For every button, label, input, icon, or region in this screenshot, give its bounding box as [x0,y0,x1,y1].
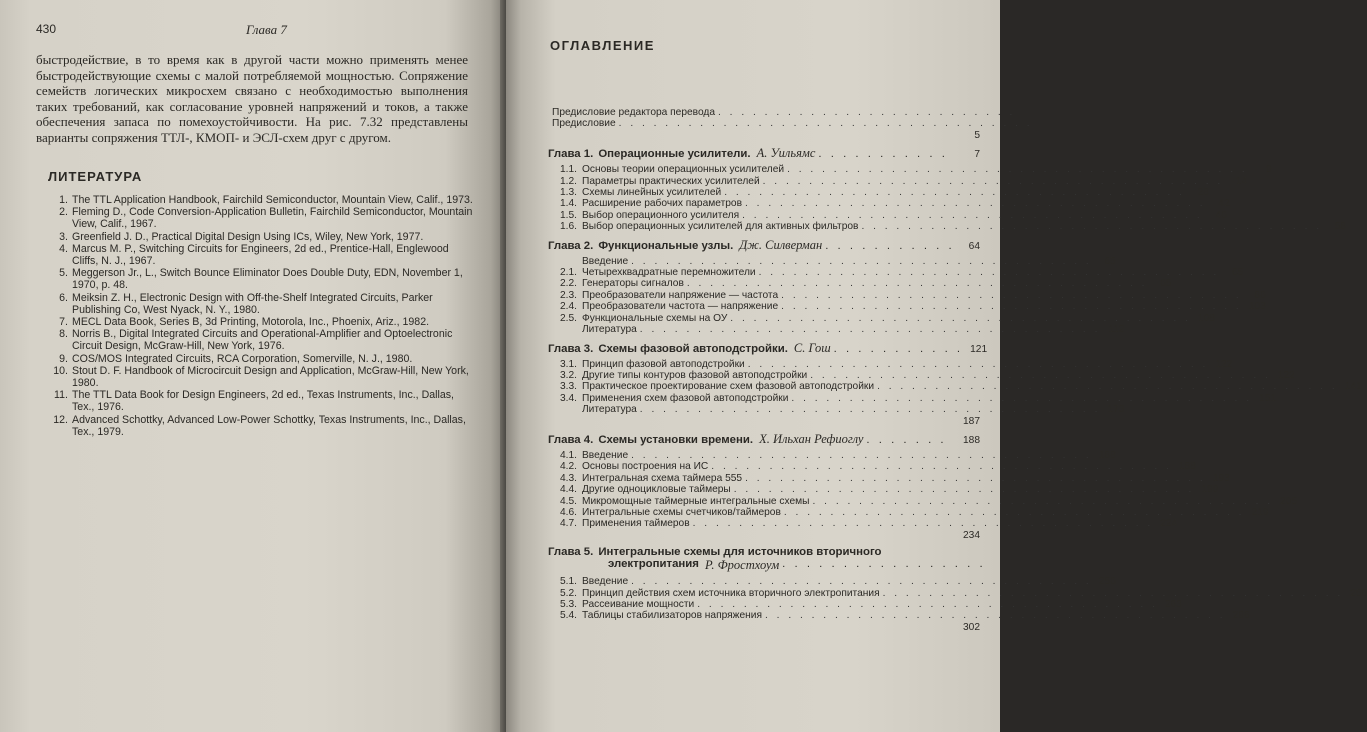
reference-number: 5. [59,267,68,280]
leader-dots: . . . . . . . . . . . . . . . . . . . . . . . . . . . . . . . . . . . . . . . . [882,587,1344,599]
toc-entry [544,506,1269,518]
leader-dots: . . . . . . . . . . . . . . . . . . . . . . . . . . . . . . . . . . . . . . . . [631,449,1092,461]
toc-entry-title: Таблицы стабилизаторов напряжения [582,610,762,622]
toc-entry-title: Предисловие [552,118,616,130]
toc-entry-number: 1.5. [560,209,577,221]
toc-entry-page: 256 [1098,576,1116,588]
chapter-page: 188 [963,434,980,446]
toc-entry [544,255,1116,267]
toc-entry-number: 5.4. [560,610,577,622]
reference-item [48,316,474,328]
toc-entry [544,392,1277,404]
toc-entry [544,461,1196,473]
toc-entry-title: Преобразователи частота — напряжение [582,301,779,313]
toc-entry-page: 122 [1277,369,1295,381]
leader-dots: . . . . . . . . . . . . . . . . . . . . . . . . . . . . . . . . . . . . . . . . [810,369,1271,381]
toc-entry-number: 3.3. [560,381,577,393]
toc-entry-number: 4.3. [560,472,577,484]
reference-item [48,194,474,206]
reference-number: 3. [59,230,68,243]
toc-entry-title: Введение [582,449,629,461]
toc-entry-number: 5.3. [560,599,577,610]
reference-text: Fleming D., Code Conversion-Application Bulletin, Fairchild Semiconductor, Mountain View, Calif., 1967. [72,206,473,231]
toc-entry-number: 5.2. [560,587,577,599]
toc-entry-number: 1.4. [560,198,577,210]
toc-entry-title: Принцип фазовой автоподстройки [582,358,745,370]
leader-dots: . . . . . . . . . . . . . . . . . . . . . . . . . . . . . . . . . . . . . . . . [812,495,1274,507]
chapter-label: Глава 3. [548,342,594,355]
toc-page-number: 234 [963,529,980,541]
toc-entry-page: 141 [1344,381,1362,393]
reference-text: Meiksin Z. H., Electronic Design with Off-the-Shelf Integrated Circuits, Parker Publishing Co, West Nyack, N. Y., 1980. [72,291,433,316]
toc-entry-number: 4.5. [560,495,577,507]
toc-entry-number: 1.2. [560,175,577,187]
leader-dots: . . . . . . . . . . . . . . . . . . . . . . . . . . . . . . . . . . . . . . . . [631,576,1092,588]
reference-item [48,243,474,267]
toc-entry-title: Основы построения на ИС [582,461,709,473]
toc-entry-title: Генераторы сигналов [582,278,684,290]
leader-dots: . . . . . . . . . . . . . . . . . . . . . . . . . . . . . . . . . . . . . . . . [724,187,1185,199]
toc-entry [544,449,1116,461]
toc-entry [544,324,1125,336]
left-page [0,0,506,732]
leader-dots: . . . . . . . . . . . . . . . . . . . . . . . . . . . . . . . . . . . . . . . . [877,381,1338,393]
reference-item [48,365,474,389]
chapter-title: Операционные усилители. [598,148,751,161]
toc-entry [544,164,1272,176]
toc-entry-title: Выбор операционного усилителя [582,209,740,221]
chapter-title: Схемы фазовой автоподстройки. [598,342,788,355]
toc-entry-title: Принцип действия схем источника вторичного электропитания [582,587,880,599]
chapter-title: Функциональные узлы. [598,239,734,252]
toc-entry-page: 108 [1197,312,1215,324]
toc-entry-title: Расширение рабочих параметров [582,198,743,210]
reference-text: The TTL Application Handbook, Fairchild Semiconductor, Mountain View, Calif., 1973. [72,194,473,206]
references-list [36,194,484,438]
reference-item [48,267,474,291]
toc-entry-page: 219 [1251,506,1269,518]
reference-text: Norris B., Digital Integrated Circuits and Operational-Amplifier and Optoelectronic Circuit Design, McGraw-Hill, New York, 1976. [72,328,453,353]
toc-page-number: 302 [963,621,980,633]
leader-dots: . . . . . . . . . . . . . . . . . . . . . . . . . . . . . . . . . . . . . . . . [762,175,1224,187]
toc-entry [544,187,1209,199]
chapter-author: Дж. Силверман [739,237,823,252]
toc-entry-title: Интегральная схема таймера 555 [582,472,743,484]
toc-entry-page: 112 [1108,324,1125,336]
leader-dots: . . . . . . . . . . . . . . . . . . . . . . . . . . . . . . . . . . . . . . . . [686,278,1148,290]
chapter-author: Х. Ильхан Рефиоглу [759,431,864,446]
chapter-page: 7 [974,149,980,161]
toc-chapter-3: Глава 3. Схемы фазовой автоподстройки. С. Гош . . . . . . . . . . . 121 [544,341,980,356]
toc-entry-number: 3.1. [560,358,577,370]
chapter-page: 64 [968,240,980,252]
reference-item [48,231,474,243]
leader-dots: . . . . . . . . . . . . . . . . . . . . . . . . . . . . . . . . . . . . . . . . [711,461,1172,473]
toc-entry [544,289,1266,301]
leader-dots: . . . . . . . . . . . . . . . . . . . . . . . . . . . . . . . . . . . . . . . . [697,599,1158,610]
toc-entry: Предисловие . . . . . . . . . . . . . . . . . . . . . . . . . . . . . . . . . . . . [552,118,1033,130]
toc-entry-page: 224 [1160,518,1178,530]
toc-chapter-1: Глава 1. Операционные усилители. А. Уильямс . . . . . . . . . . . 7 [544,146,980,161]
reference-item [48,389,474,413]
toc-entry [544,472,1230,484]
toc-entry-number: 4.7. [560,518,577,530]
toc-entry-title: Практическое проектирование схем фазовой автоподстройки [582,381,875,393]
toc-entry-page: 65 [1104,255,1116,267]
toc-entry-number: 1.1. [560,164,577,176]
toc-entry-page: 103 [1248,301,1266,313]
toc-entry-number: 3.2. [560,369,577,381]
toc-entry-page: 188 [1178,461,1196,473]
leader-dots: . . . . . . . . . . . . . . . . . . . . . . . . . . . . . . . . . . . . . . . . [747,358,1209,370]
toc-entry-page: 256 [1350,587,1367,599]
toc-entry-title: Основы теории операционных усилителей [582,164,785,176]
reference-number: 2. [59,206,68,219]
toc-entry [544,369,1295,381]
toc-entry [544,267,1244,279]
reference-text: Marcus M. P., Switching Circuits for Engineers, 2d ed., Prentice-Hall, Englewood Cliffs, N. J., 1967. [72,242,449,268]
leader-dots: . . . . . . . . . . . . . . . . . . . . . . . . . . . . . . . . . . . . . . . . [692,518,1154,530]
toc-entry-page: 65 [1231,267,1244,279]
toc-entry-page: 46 [1215,209,1227,221]
toc-entry-page: 122 [1215,358,1233,370]
toc-entry-page: 199 [1201,484,1219,496]
leader-dots: . . . . . . . . . . . . . . . . . . . . . . . . . . . . . . . . . . . . . . . . [787,164,1248,176]
toc-entry [544,301,1266,313]
toc-entry-number: 2.4. [560,301,577,313]
toc-page-number: 5 [974,129,980,141]
table-of-contents [544,107,1367,633]
toc-entry [544,221,1347,233]
references-heading: ЛИТЕРАТУРА [48,169,143,184]
toc-chapter-4: Глава 4. Схемы установки времени. Х. Ильхан Рефиоглу . . . . . . . 188 [544,432,980,447]
chapter-title-continued: электропитания [608,558,699,571]
leader-dots: . . . . . . . . . . . . . . . . . . . . . . . . . . . . . . . . . . . . . . . . [745,198,1206,210]
toc-entry-number: 4.2. [560,461,577,473]
toc-entry [544,495,1298,507]
toc-entry [544,198,1230,210]
toc-entry-page: 296 [1232,610,1250,622]
toc-entry-page: 86 [1254,289,1266,301]
chapter-author: Р. Фростхоум [704,558,780,573]
body-paragraph: быстродействие, в то время как в другой части можно применять менее быстродействующие схемы с малой потребляемой мощностью. Сопряжение семейств логических микросхем связано с необходимостью выполнения таких требований, как согласование уровней напряжений и токов, а также обеспечения запаса по помехоустойчивости. На рис. 7.32 представлены варианты сопряжения ТТЛ-, КМОП- и ЭСЛ-схем друг с другом. [36,52,468,145]
reference-text: COS/MOS Integrated Circuits, RCA Corporation, Somerville, N. J., 1980. [72,352,413,365]
toc-entry [544,175,1248,187]
chapter-label: Глава 5. [548,546,594,559]
toc-entry-title: Выбор операционных усилителей для активных фильтров [582,221,859,233]
toc-entry-title: Введение [582,576,629,588]
toc-chapter-5: Глава 5. Интегральные схемы для источников вторичного электропитания Р. Фростхоум . . . . . . . . . . . . . . . . . [544,546,980,573]
toc-entry-title: Предисловие редактора перевода [552,107,716,118]
page-number: 430 [36,22,57,36]
toc-entry-page: 188 [1098,449,1116,461]
toc-entry-title: Литература [582,404,637,416]
toc-entry [544,358,1233,370]
toc-entry-page: 42 [1218,198,1230,210]
reference-item [48,414,474,438]
chapter-label: Глава 1. [548,148,594,161]
right-page [506,0,1367,732]
toc-entry [544,484,1219,496]
chapter-title: Интегральные схемы для источников вторичного [598,546,882,559]
leader-dots: . . . . . . . . . . . . . . . . . . . . . . . . . . . . . . . . . . . . . . . . [631,255,1092,267]
toc-entry-title: Интегральные схемы счетчиков/таймеров [582,506,781,518]
toc-entry [544,576,1116,588]
toc-entry-page: 14 [1235,175,1248,187]
reference-number: 1. [59,194,68,206]
chapter-label: Глава 4. [548,433,594,446]
toc-entry-title: Введение [582,255,629,267]
toc-entry-number: 1.3. [560,187,577,199]
chapter-running-title: Глава 7 [246,22,287,37]
leader-dots: . . . . . . . . . . . . . . . . . . . . . . . . . . . . . . . . . . . . . . . . [781,289,1242,301]
toc-entry [544,610,1250,622]
toc-entry-title: Микромощные таймерные интегральные схемы [582,495,810,507]
reference-text: Stout D. F. Handbook of Microcircuit Design and Application, McGraw-Hill, New York, 1980. [72,364,469,390]
leader-dots: . . . . . . . . . . . . . . . . . . . . . . . . . . . . . . . . . . . . . . . . [745,472,1206,484]
chapter-author: С. Гош [793,340,831,355]
toc-entry-number: 4.6. [560,506,577,518]
toc-entry-page: 205 [1280,495,1298,507]
toc-entry [544,587,1367,599]
leader-dots: . . . . . . . . . . . . . . . . . . . . . . . . . . . . . . . . . . . . . . . . [639,404,1101,416]
toc-entry-title: Литература [582,324,637,336]
chapter-page: 121 [970,343,988,355]
chapter-title: Схемы установки времени. [598,433,754,446]
toc-page-number: 187 [963,415,980,427]
toc-entry-number: 2.1. [560,267,577,279]
toc-entry: Предисловие редактора перевода . . . . . . . . . . . . . . . . . . . . . . . . . . [552,107,1016,118]
chapter-label: Глава 2. [548,239,594,252]
toc-chapter-2: Глава 2. Функциональные узлы. Дж. Силверман . . . . . . . . . . . 64 [544,238,980,253]
reference-text: Greenfield J. D., Practical Digital Design Using ICs, Wiley, New York, 1977. [72,230,424,243]
toc-entry [544,404,1125,416]
toc-entry-title: Применения схем фазовой автоподстройки [582,392,789,404]
leader-dots: . . . . . . . . . . . . . . . . . . . . . . . . . . . . . . . . . . . . . . . . [730,312,1191,324]
leader-dots: . . . . . . . . . . . . . . . . . . . . . . . . . . . . . . . . . . . . . . . . [861,221,1323,233]
reference-text: Advanced Schottky, Advanced Low-Power Schottky, Texas Instruments, Inc., Dallas, Tex., 1979. [72,413,466,438]
reference-number: 6. [59,291,68,304]
toc-entry-title: Четырехквадратные перемножители [582,267,756,279]
toc-entry-title: Преобразователи напряжение — частота [582,289,779,301]
leader-dots: . . . . . . . . . . . . . . . . . . . . . . . . . . . . . . . . . . . . . . . . [742,209,1203,221]
leader-dots: . . . . . . . . . . . . . . . . . . . . . . . . . . . . . . . . . . . . . . . . [791,392,1253,404]
toc-entry-page: 263 [1164,599,1182,610]
toc-entry-number: 2.2. [560,278,577,290]
reference-number: 7. [59,316,68,329]
reference-text: Meggerson Jr., L., Switch Bounce Eliminator Does Double Duty, EDN, November 1, 1970, p. 48. [72,267,463,292]
reference-item [48,206,474,230]
leader-dots: . . . . . . . . . . . . . . . . . . . . . . . . . . . . . . . . . . . . . . . . [733,484,1195,496]
reference-text: MECL Data Book, Series B, 3d Printing, Motorola, Inc., Phoenix, Ariz., 1982. [72,316,430,329]
reference-item [48,353,474,365]
toc-entry-page: 173 [1107,404,1125,416]
toc-entry [544,381,1362,393]
toc-entry-title: Функциональные схемы на ОУ [582,312,728,324]
toc-entry-title: Другие одноцикловые таймеры [582,484,731,496]
toc-entry [544,278,1172,290]
toc-entry-title: Параметры практических усилителей [582,175,760,187]
toc-entry [544,518,1178,530]
reference-number: 11. [54,389,68,402]
toc-entry-title: Схемы линейных усилителей [582,187,722,199]
reference-number: 10. [53,364,68,377]
toc-entry-page: 151 [1259,392,1277,404]
toc-entry [544,312,1215,324]
reference-number: 8. [59,328,68,341]
reference-number: 12. [53,413,68,426]
chapter-author: А. Уильямс [756,146,816,161]
toc-entry-number: 4.4. [560,484,577,496]
reference-number: 9. [59,352,68,365]
toc-entry-number: 3.4. [560,392,577,404]
toc-entry-page: 9 [1266,164,1272,176]
reference-number: 4. [59,242,68,255]
reference-text: The TTL Data Book for Design Engineers, 2d ed., Texas Instruments, Inc., Dallas, Tex., 1976. [72,389,454,414]
toc-entry-number: 1.6. [560,221,577,233]
toc-entry-number: 5.1. [560,576,577,588]
toc-entry-page: 193 [1212,472,1230,484]
leader-dots: . . . . . . . . . . . . . . . . . . . . . . . . . . . . . . . . . . . . . . . . [765,610,1226,622]
reference-item [48,328,474,352]
toc-entry [544,599,1182,610]
toc-entry-page: 28 [1197,187,1209,199]
toc-entry-number: 4.1. [560,449,577,461]
reference-item [48,292,474,316]
leader-dots: . . . . . . . . . . . . . . . . . . . . . . . . . . . . . . . . . . . . . . . . [783,506,1245,518]
toc-entry-number: 2.3. [560,289,577,301]
running-head [36,22,484,38]
toc-entry-title: Другие типы контуров фазовой автоподстройки [582,369,808,381]
toc-entry-title: Рассеивание мощности [582,599,695,610]
toc-entry-title: Применения таймеров [582,518,690,530]
leader-dots: . . . . . . . . . . . . . . . . . . . . . . . . . . . . . . . . . . . . . . . . [639,324,1101,336]
toc-entry-page: 65 [1160,278,1172,290]
toc-title: ОГЛАВЛЕНИЕ [550,38,655,53]
toc-entry-page: 58 [1334,221,1347,233]
leader-dots: . . . . . . . . . . . . . . . . . . . . . . . . . . . . . . . . . . . . . . . . [781,301,1242,313]
leader-dots: . . . . . . . . . . . . . . . . . . . . . . . . . . . . . . . . . . . . . . . . [758,267,1220,279]
toc-entry-number: 2.5. [560,312,577,324]
toc-entry [544,209,1227,221]
